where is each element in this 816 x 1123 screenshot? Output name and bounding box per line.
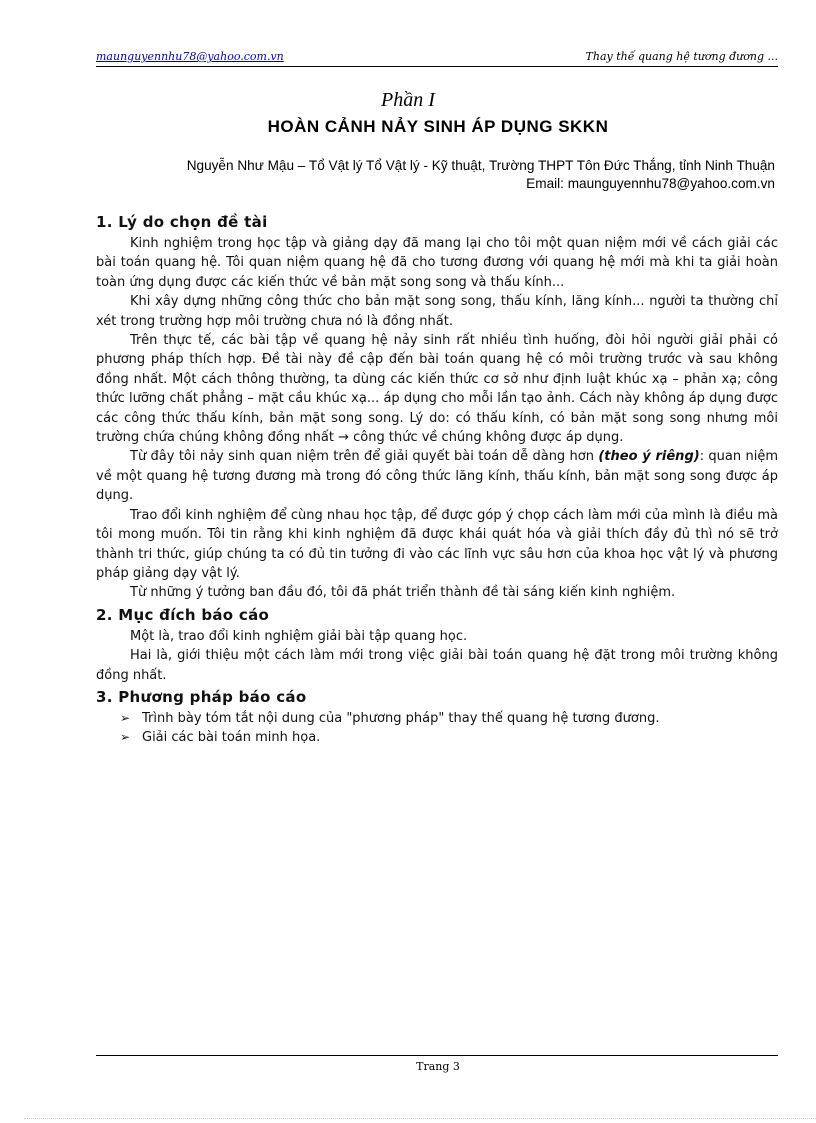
list-item <box>96 728 778 747</box>
section-2-heading: 2. Mục đích báo cáo <box>96 605 270 624</box>
section-1-paragraph-4 <box>96 447 778 505</box>
section-3-list <box>96 709 778 748</box>
document-body <box>96 210 778 748</box>
arrow-bullet-icon: ➢ <box>120 730 131 745</box>
arrow-bullet-icon: ➢ <box>120 710 131 725</box>
section-1-paragraph-2: Khi xây dựng những công thức cho bản mặt song song, thấu kính, lăng kính... người ta thường chỉ xét trong trường hợp môi trường chưa nó là đồng nhất. <box>96 294 778 329</box>
list-item-text: Trình bày tóm tắt nội dung của "phương pháp" thay thế quang hệ tương đương. <box>142 710 660 726</box>
section-1-heading: 1. Lý do chọn đề tài <box>96 213 268 231</box>
page-header <box>96 48 778 67</box>
header-document-title: Thay thế quang hệ tương đương ... <box>585 50 778 63</box>
list-item <box>96 709 778 728</box>
page-number: Trang 3 <box>416 1060 460 1073</box>
section-2-paragraph-2: Hai là, giới thiệu một cách làm mới trong việc giải bài toán quang hệ đặt trong môi trường không đồng nhất. <box>96 648 778 683</box>
paragraph-4-text-b: : quan niệm về một quang hệ tương đương mà trong đó công thức lăng kính, thấu kính, bản mặt song song được áp dụng. <box>96 449 778 504</box>
paragraph-4-text-a: Từ đây tôi nảy sinh quan niệm trên để giải quyết bài toán dễ dàng hơn <box>130 449 594 465</box>
section-1-paragraph-3 <box>96 331 778 447</box>
section-1-paragraph-5: Trao đổi kinh nghiệm để cùng nhau học tập, để được góp ý chọp cách làm mới của mình là điều mà tôi mong muốn. Tôi tin rằng khi kinh nghiệm đã được khái quát hóa và giải thích đầy đủ thì nó sẽ trở thành tri thức, giúp chúng ta có đủ tin tưởng đi vào các lĩnh vực sâu hơn của khoa học vật lý và phương pháp giảng dạy vật lý. <box>96 507 778 581</box>
author-block <box>187 157 775 193</box>
paragraph-3-text-a: Trên thực tế, các bài tập về quang hệ nảy sinh rất nhiều tình huống, đòi hỏi người giải phải có phương pháp thích hợp. Đề tài này đề cập đến bài toán quang hệ có môi trường trước và sau không đồng nhất. Một cách thông thường, ta dùng các kiến thức cơ sở như định luật khúc xạ – phản xạ; công thức lưỡng chất phẳng – mặt cầu khúc xạ... áp dụng cho mỗi lần tạo ảnh. Cách này không áp dụng được các công thức thấu kính, bản mặt song song. Lý do: có thấu kính, có bản mặt song song nhưng môi trường chứa chúng không đồng nhất <box>96 333 778 446</box>
section-1-paragraph-6: Từ những ý tưởng ban đầu đó, tôi đã phát triển thành đề tài sáng kiến kinh nghiệm. <box>130 585 676 601</box>
author-line: Nguyễn Như Mậu – Tổ Vật lý Tổ Vật lý - Kỹ thuật, Trường THPT Tôn Đức Thắng, tỉnh Ninh Thuận <box>186 158 775 173</box>
list-item-text: Giải các bài toán minh họa. <box>142 730 321 746</box>
paragraph-4-emphasis: (theo ý riêng) <box>598 449 700 465</box>
main-title: HOÀN CẢNH NẢY SINH ÁP DỤNG SKKN <box>267 117 609 136</box>
author-email-line: Email: maunguyennhu78@yahoo.com.vn <box>526 176 775 191</box>
section-3-heading: 3. Phương pháp báo cáo <box>96 687 307 706</box>
arrow-symbol: → <box>338 430 349 446</box>
part-title: Phần I <box>381 89 435 111</box>
section-2-paragraph-1: Một là, trao đổi kinh nghiệm giải bài tập quang học. <box>130 628 468 644</box>
page-edge-divider <box>24 1118 816 1119</box>
footer-divider <box>96 1055 778 1056</box>
paragraph-3-text-b: công thức về chúng không được áp dụng. <box>353 430 624 446</box>
section-1-paragraph-1: Kinh nghiệm trong học tập và giảng dạy đã mang lại cho tôi một quan niệm mới về cách giải các bài toán quang hệ. Tôi quan niệm quang hệ đã cho tương đương với quang hệ mới mà khi ta giải hoàn toàn ứng dụng được các kiến thức về bản mặt song song và thấu kính... <box>96 236 778 290</box>
header-email-link[interactable]: maunguyennhu78@yahoo.com.vn <box>96 50 284 63</box>
